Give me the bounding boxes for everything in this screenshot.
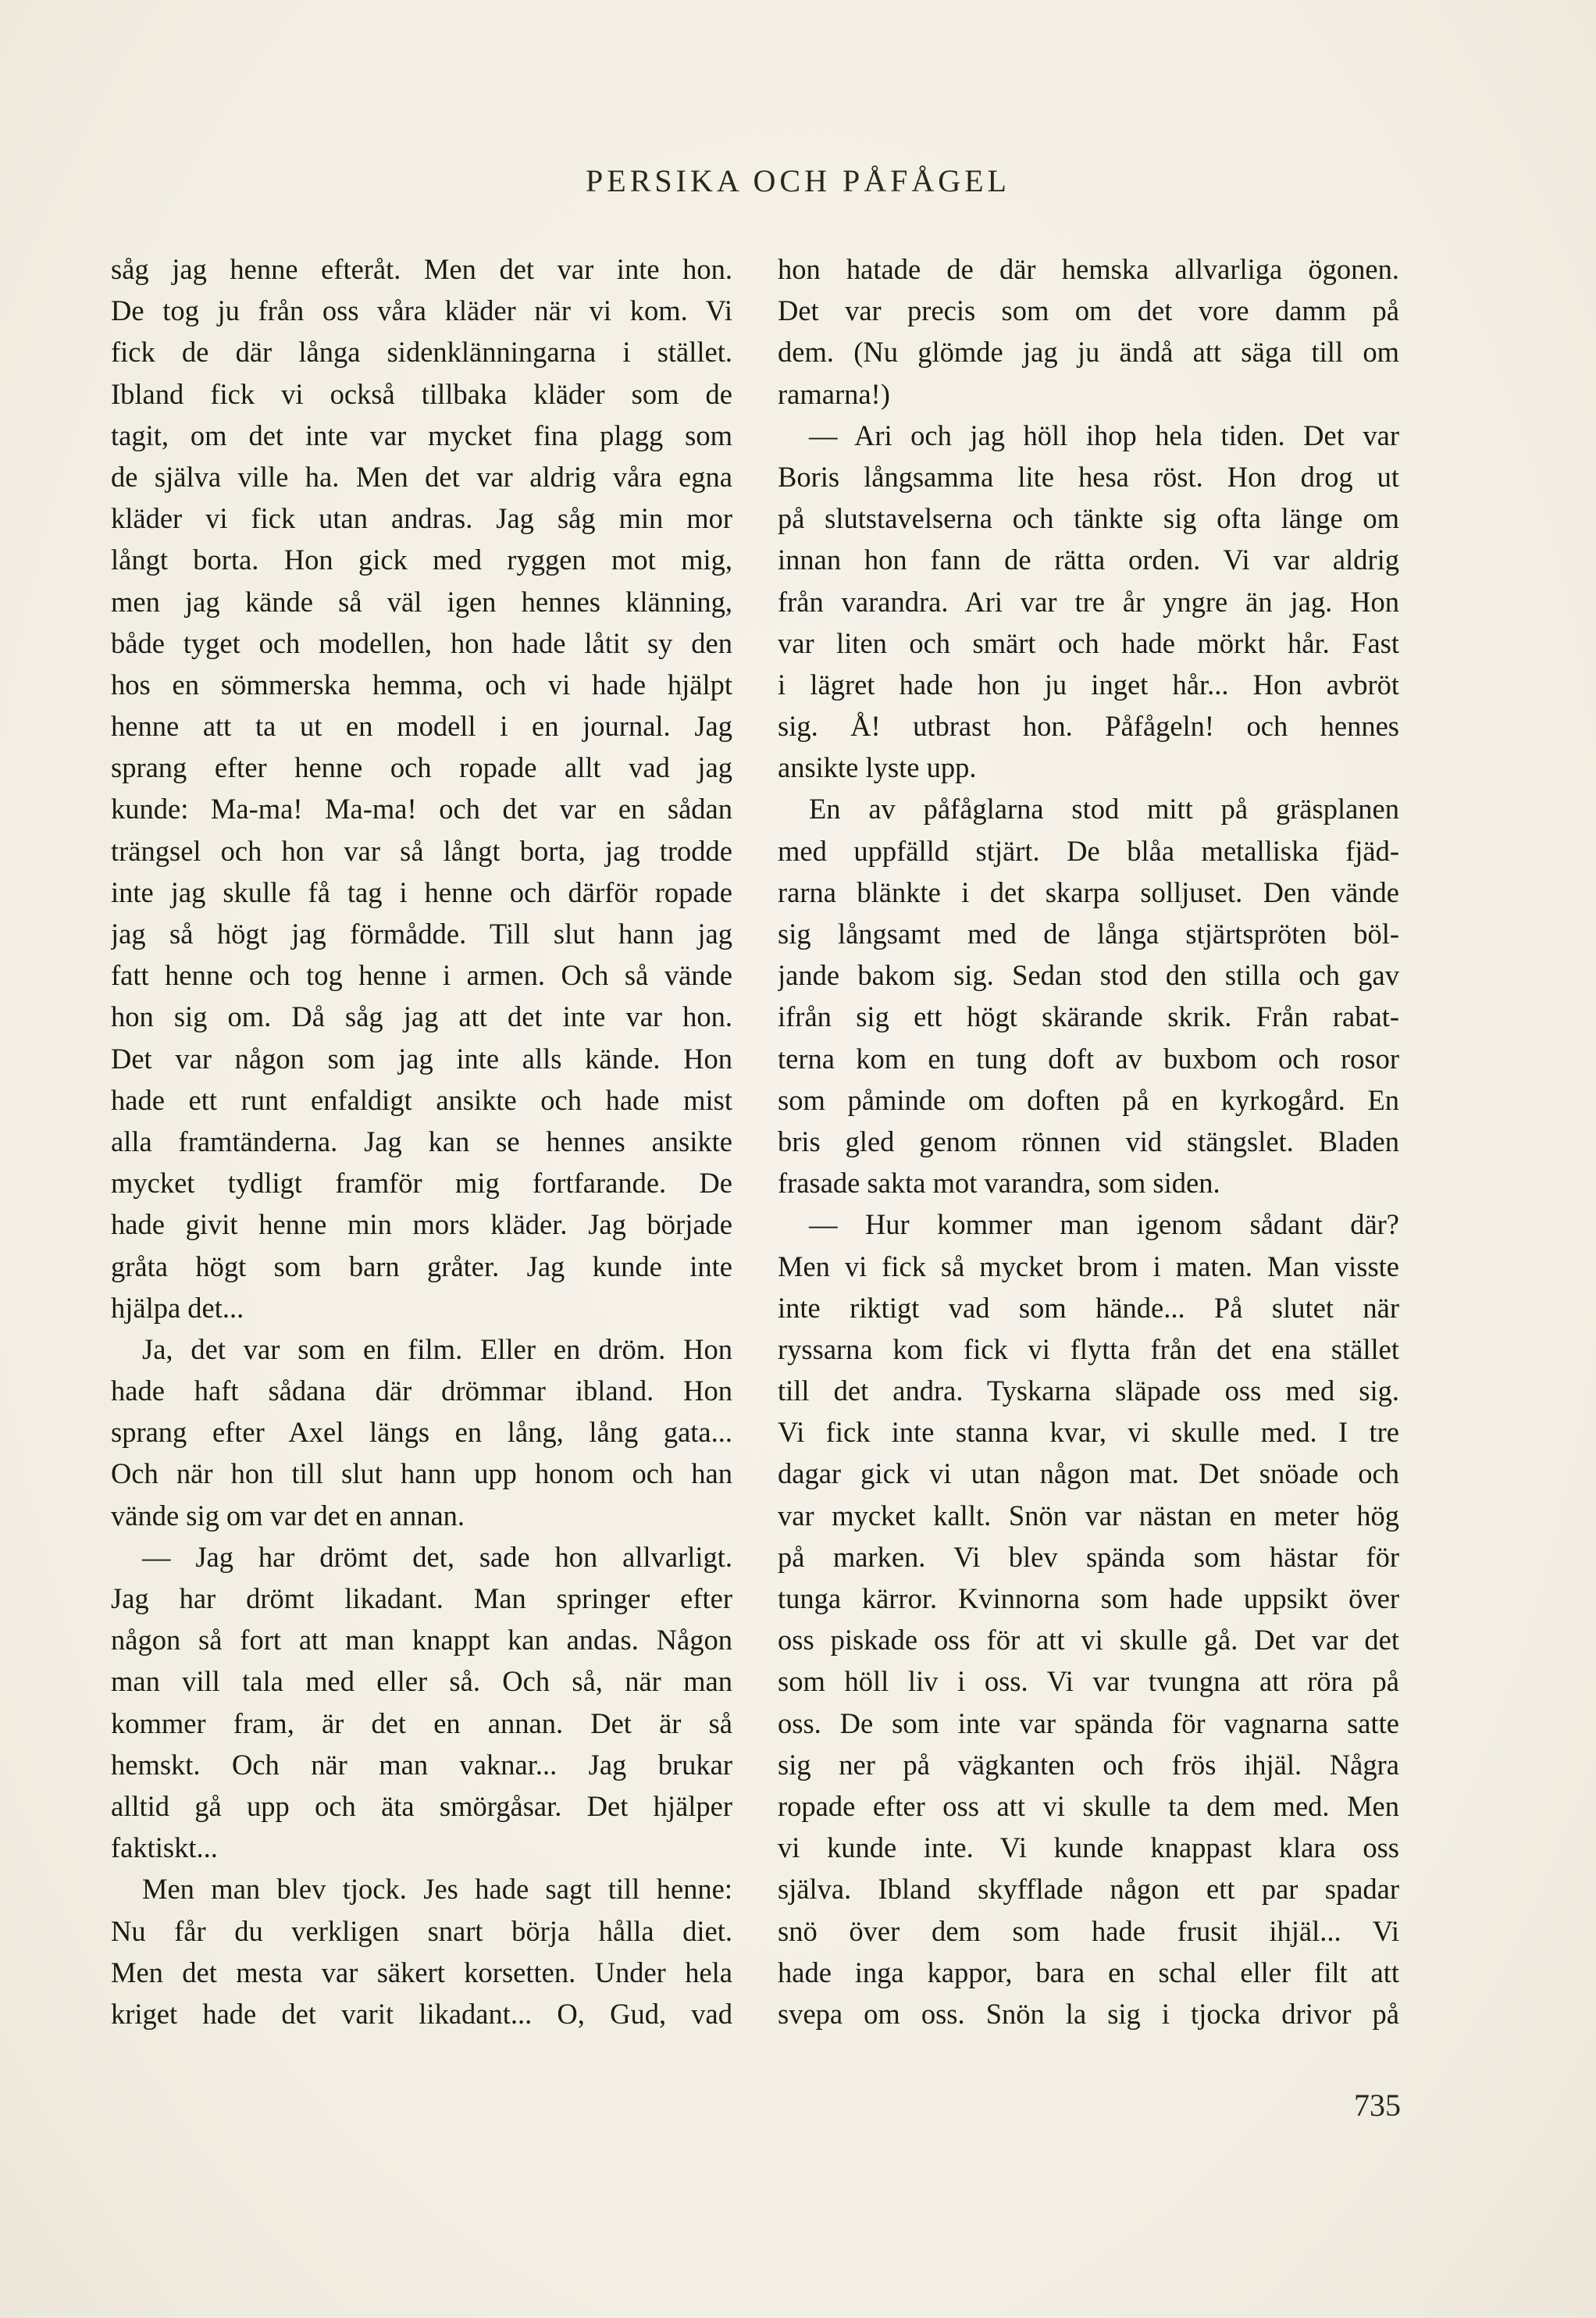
text-line: Men man blev tjock. Jes hade sagt till henne:	[142, 1873, 732, 1906]
text-line: som höll liv i oss. Vi var tvungna att röra på	[778, 1665, 1399, 1698]
text-line: från varandra. Ari var tre år yngre än jag. Hon	[778, 585, 1399, 618]
right-text-column	[778, 248, 1399, 2034]
text-line: Det var någon som jag inte alls kände. Hon	[111, 1042, 732, 1075]
text-line: hjälpa det...	[111, 1291, 244, 1324]
text-line: hon hatade de där hemska allvarliga ögonen.	[778, 253, 1399, 285]
text-line: faktiskt...	[111, 1831, 218, 1864]
text-line: sig långsamt med de långa stjärtspröten böl-	[778, 918, 1399, 950]
text-line: själva. Ibland skyfflade någon ett par spadar	[778, 1873, 1399, 1906]
text-line: Vi fick inte stanna kvar, vi skulle med. I tre	[778, 1416, 1399, 1449]
text-line: vi kunde inte. Vi kunde knappast klara oss	[778, 1831, 1399, 1864]
text-line: var mycket kallt. Snön var nästan en meter hög	[778, 1499, 1399, 1532]
text-line: hade haft sådana där drömmar ibland. Hon	[111, 1375, 732, 1407]
text-line: Men vi fick så mycket brom i maten. Man visste	[778, 1250, 1399, 1282]
text-line: hade ett runt enfaldigt ansikte och hade mist	[111, 1083, 732, 1116]
text-line: sig. Å! utbrast hon. Påfågeln! och hennes	[778, 710, 1399, 743]
text-line: alltid gå upp och äta smörgåsar. Det hjälper	[111, 1789, 732, 1822]
text-line: var liten och smärt och hade mörkt hår. Fast	[778, 626, 1399, 659]
text-line: tagit, om det inte var mycket fina plagg som	[111, 419, 732, 451]
text-line: Boris långsamma lite hesa röst. Hon drog ut	[778, 460, 1399, 493]
text-line: på slutstavelserna och tänkte sig ofta länge om	[778, 502, 1399, 535]
text-line: dem. (Nu glömde jag ju ändå att säga till om	[778, 336, 1399, 369]
text-line: fick de där långa sidenklänningarna i stället.	[111, 336, 732, 369]
text-line: fatt henne och tog henne i armen. Och så vände	[111, 959, 732, 992]
text-line: ryssarna kom fick vi flytta från det ena stället	[778, 1332, 1399, 1365]
text-line: oss piskade oss för att vi skulle gå. Det var det	[778, 1624, 1399, 1656]
text-line: hemskt. Och när man vaknar... Jag brukar	[111, 1748, 732, 1781]
text-line: hos en sömmerska hemma, och vi hade hjälpt	[111, 668, 732, 701]
text-line: innan hon fann de rätta orden. Vi var aldrig	[778, 544, 1399, 576]
text-line: De tog ju från oss våra kläder när vi kom. Vi	[111, 294, 732, 327]
text-line: ansikte lyste upp.	[778, 751, 977, 784]
text-line: inte riktigt vad som hände... På slutet när	[778, 1291, 1399, 1324]
text-line: sig ner på vägkanten och frös ihjäl. Några	[778, 1748, 1399, 1781]
text-line: — Ari och jag höll ihop hela tiden. Det var	[809, 419, 1399, 451]
text-line: Nu får du verkligen snart börja hålla diet.	[111, 1914, 732, 1947]
text-line: henne att ta ut en modell i en journal. Jag	[111, 710, 732, 743]
text-line: någon så fort att man knappt kan andas. Någon	[111, 1624, 732, 1656]
text-line: En av påfåglarna stod mitt på gräsplanen	[809, 793, 1399, 826]
text-line: frasade sakta mot varandra, som siden.	[778, 1167, 1220, 1200]
text-line: snö över dem som hade frusit ihjäl... Vi	[778, 1914, 1399, 1947]
text-line: med uppfälld stjärt. De blåa metalliska fjäd-	[778, 834, 1399, 867]
text-line: vände sig om var det en annan.	[111, 1499, 465, 1532]
text-line: Jag har drömt likadant. Man springer efter	[111, 1582, 732, 1614]
text-line: svepa om oss. Snön la sig i tjocka drivor på	[778, 1997, 1399, 2030]
text-line: sprang efter Axel längs en lång, lång gata...	[111, 1416, 732, 1449]
text-line: såg jag henne efteråt. Men det var inte hon.	[111, 253, 732, 285]
text-line: kommer fram, är det en annan. Det är så	[111, 1706, 732, 1739]
text-line: hon sig om. Då såg jag att det inte var hon.	[111, 1000, 732, 1033]
text-line: gråta högt som barn gråter. Jag kunde inte	[111, 1250, 732, 1282]
text-line: Det var precis som om det vore damm på	[778, 294, 1399, 327]
text-line: inte jag skulle få tag i henne och därför ropade	[111, 875, 732, 908]
text-line: Och när hon till slut hann upp honom och han	[111, 1457, 732, 1490]
text-line: kunde: Ma-ma! Ma-ma! och det var en sådan	[111, 793, 732, 826]
text-line: trängsel och hon var så långt borta, jag trodde	[111, 834, 732, 867]
text-line: jande bakom sig. Sedan stod den stilla och gav	[778, 959, 1399, 992]
text-line: både tyget och modellen, hon hade låtit sy den	[111, 626, 732, 659]
text-line: kläder vi fick utan andras. Jag såg min mor	[111, 502, 732, 535]
text-line: Ibland fick vi också tillbaka kläder som de	[111, 377, 732, 410]
text-line: sprang efter henne och ropade allt vad jag	[111, 751, 732, 784]
text-line: rarna blänkte i det skarpa solljuset. Den vände	[778, 875, 1399, 908]
text-line: dagar gick vi utan någon mat. Det snöade och	[778, 1457, 1399, 1490]
text-line: oss. De som inte var spända för vagnarna satte	[778, 1706, 1399, 1739]
text-line: hade inga kappor, bara en schal eller filt att	[778, 1956, 1399, 1988]
left-text-column	[111, 248, 732, 2034]
running-title: PERSIKA OCH PÅFÅGEL	[586, 163, 1010, 198]
text-line: tunga kärror. Kvinnorna som hade uppsikt över	[778, 1582, 1399, 1614]
text-line: men jag kände så väl igen hennes klänning,	[111, 585, 732, 618]
text-line: bris gled genom rönnen vid stängslet. Bladen	[778, 1125, 1399, 1157]
text-line: de själva ville ha. Men det var aldrig våra egna	[111, 460, 732, 493]
text-line: man vill tala med eller så. Och så, när man	[111, 1665, 732, 1698]
text-line: alla framtänderna. Jag kan se hennes ansikte	[111, 1125, 732, 1157]
text-line: Ja, det var som en film. Eller en dröm. Hon	[142, 1332, 732, 1365]
text-line: till det andra. Tyskarna släpade oss med sig.	[778, 1375, 1399, 1407]
text-line: ifrån sig ett högt skärande skrik. Från rabat-	[778, 1000, 1399, 1033]
text-line: hade givit henne min mors kläder. Jag började	[111, 1208, 732, 1241]
text-line: — Jag har drömt det, sade hon allvarligt.	[142, 1540, 732, 1573]
text-line: långt borta. Hon gick med ryggen mot mig,	[111, 544, 732, 576]
text-line: terna kom en tung doft av buxbom och rosor	[778, 1042, 1399, 1075]
text-line: Men det mesta var säkert korsetten. Under hela	[111, 1956, 732, 1988]
text-line: kriget hade det varit likadant... O, Gud, vad	[111, 1997, 732, 2030]
text-line: ropade efter oss att vi skulle ta dem med. Men	[778, 1789, 1399, 1822]
text-line: — Hur kommer man igenom sådant där?	[809, 1208, 1399, 1241]
text-line: jag så högt jag förmådde. Till slut hann jag	[111, 918, 732, 950]
text-line: på marken. Vi blev spända som hästar för	[778, 1540, 1399, 1573]
text-line: ramarna!)	[778, 377, 890, 410]
text-line: mycket tydligt framför mig fortfarande. De	[111, 1167, 732, 1200]
page-number: 735	[1354, 2088, 1401, 2123]
text-line: som påminde om doften på en kyrkogård. En	[778, 1083, 1399, 1116]
text-line: i lägret hade hon ju inget hår... Hon avbröt	[778, 668, 1399, 701]
